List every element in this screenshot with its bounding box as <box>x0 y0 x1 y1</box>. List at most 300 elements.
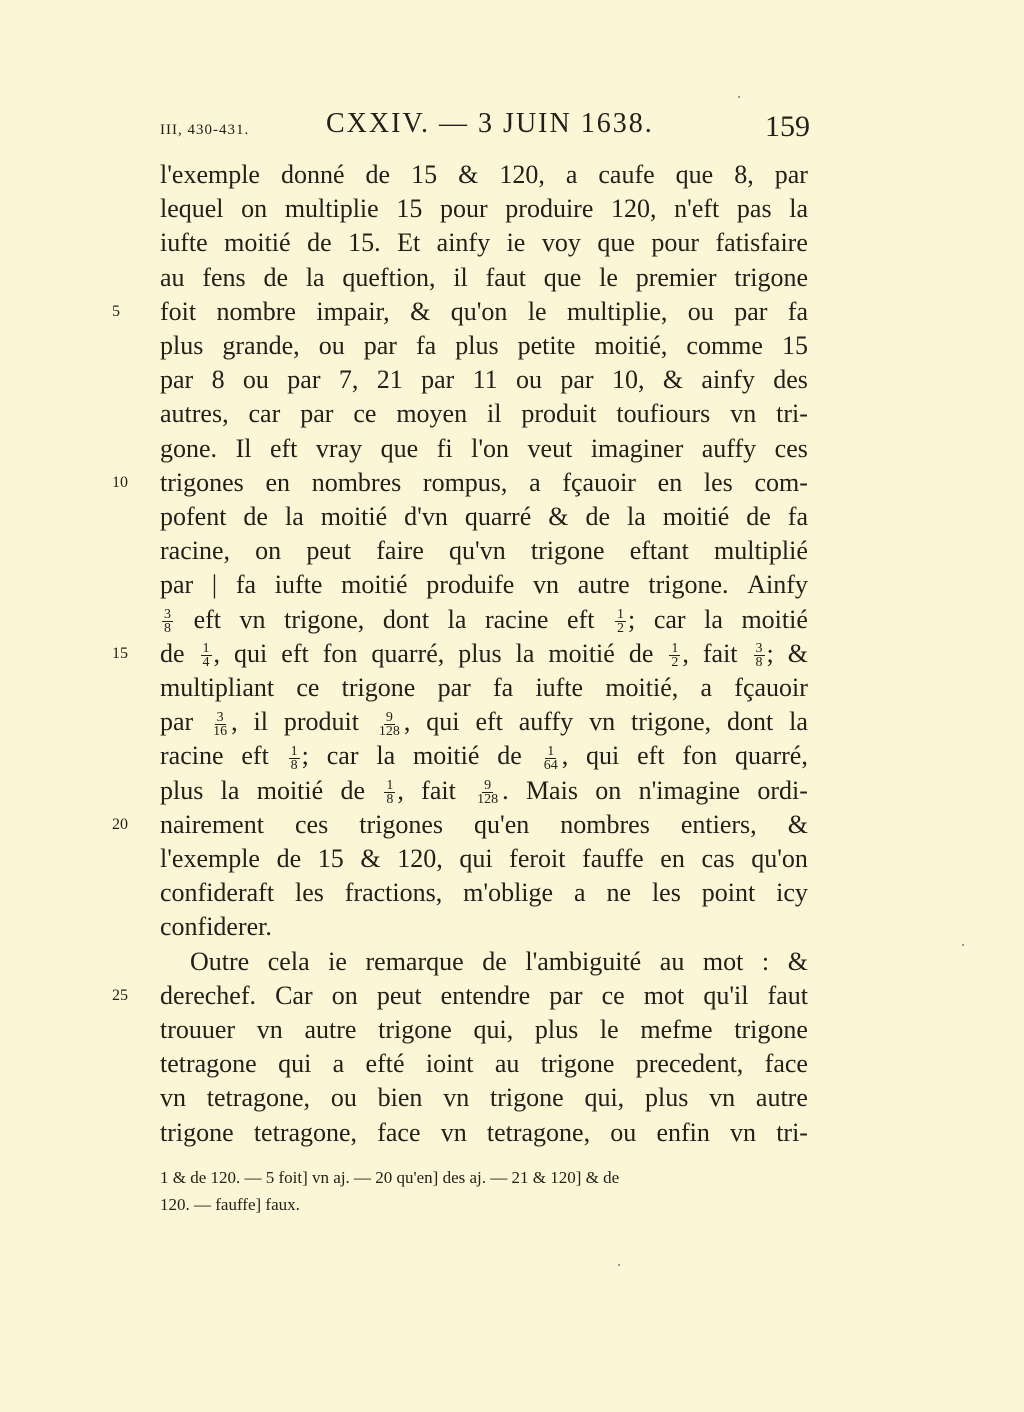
word: toufiours <box>616 399 711 429</box>
word: cas <box>701 844 735 873</box>
word: nairement <box>160 809 264 839</box>
word: moitié, <box>605 673 679 702</box>
word: : <box>761 946 770 976</box>
word: faut <box>767 980 808 1010</box>
fraction: $\frac{1}{2}$ <box>617 607 625 637</box>
word: vn <box>533 570 560 600</box>
word: l'exemple <box>160 844 260 873</box>
word: qui <box>586 741 620 771</box>
word: 8 <box>211 365 225 395</box>
word: voy <box>541 228 581 258</box>
word: par <box>734 296 768 326</box>
word: vn <box>730 1117 757 1147</box>
word: ce <box>601 980 625 1010</box>
text-line <box>160 192 808 226</box>
footnotes <box>160 1164 808 1218</box>
word: foit <box>160 296 197 326</box>
word: plus <box>455 331 499 360</box>
page-number: 159 <box>765 110 810 143</box>
text-line <box>160 739 808 773</box>
word: produit <box>283 707 359 737</box>
word: il <box>253 707 268 737</box>
word: pour <box>651 228 700 258</box>
word: au <box>494 1049 520 1079</box>
word: il <box>453 262 468 292</box>
word: ioint <box>425 1049 474 1079</box>
word: a <box>700 673 713 702</box>
word: la <box>789 707 808 737</box>
word: pour <box>439 194 488 224</box>
word: grande, <box>222 331 300 360</box>
word: ou <box>687 296 714 326</box>
word: par <box>560 365 594 395</box>
word: la <box>447 604 467 634</box>
word: & <box>458 160 479 189</box>
word: 15 <box>396 194 423 224</box>
word: 21 <box>376 365 403 395</box>
word: qu'il <box>703 980 749 1010</box>
word: eftant <box>629 536 689 566</box>
word: fens <box>202 262 246 292</box>
word: les <box>294 878 324 908</box>
word: $\frac{3}{16}$ , <box>213 707 238 739</box>
word: ainfy <box>436 228 491 258</box>
word: eft <box>637 741 665 771</box>
word: mot <box>643 980 685 1010</box>
word: dont <box>382 604 430 634</box>
word: vn <box>239 604 266 634</box>
paper-speck <box>618 1264 620 1266</box>
word: autre <box>577 570 630 600</box>
word: fatisfaire <box>715 228 808 258</box>
word: de <box>628 638 654 668</box>
word: les <box>703 467 733 497</box>
word: fait <box>421 775 456 805</box>
text-line <box>190 945 808 979</box>
word: $\frac{1}{2}$ ; <box>617 604 636 637</box>
word: & <box>548 502 569 531</box>
word: eft <box>269 433 298 463</box>
word: la <box>515 638 535 668</box>
word: 8, <box>734 160 754 189</box>
text-line <box>160 671 808 705</box>
word: 15 <box>317 844 344 873</box>
paper-speck <box>738 96 740 98</box>
word: au <box>160 262 185 292</box>
fraction: $\frac{3}{16}$ <box>213 709 228 739</box>
word: moitié <box>341 570 408 600</box>
word: tri- <box>776 399 808 429</box>
word: $\frac{1}{4}$ , <box>202 638 221 671</box>
word: la <box>789 194 808 224</box>
word: nombre <box>216 296 296 326</box>
word: Mais <box>525 775 578 805</box>
text-line <box>160 295 808 329</box>
text-line <box>160 500 808 534</box>
word: ou <box>318 331 345 360</box>
word: face <box>377 1117 421 1147</box>
word: racine <box>484 604 549 634</box>
word: eft <box>241 741 269 771</box>
word: mefme <box>640 1015 713 1044</box>
word: nombres <box>560 809 650 839</box>
word: pas <box>736 194 772 224</box>
word: qu'vn <box>449 536 506 566</box>
word: tetragone, <box>486 1117 591 1147</box>
word: derechef. <box>160 980 256 1010</box>
word: vray <box>315 433 363 463</box>
word: on <box>595 775 622 805</box>
word: qui <box>426 707 460 737</box>
word: tetragone <box>160 1049 257 1079</box>
text-line <box>160 1116 808 1150</box>
word: fçauoir <box>562 467 636 497</box>
fraction: $\frac{1}{2}$ <box>671 641 679 671</box>
word: vn <box>443 1083 470 1113</box>
fraction: $\frac{9}{128}$ <box>378 709 400 739</box>
word: de <box>307 228 332 258</box>
word: ordi- <box>757 775 808 805</box>
word: trigones <box>359 809 443 839</box>
word: la <box>376 741 396 771</box>
word: a <box>565 160 578 189</box>
word: par <box>160 365 194 395</box>
word: la <box>284 502 304 531</box>
word: trigones <box>160 467 244 497</box>
word: $\frac{9}{128}$ , <box>378 707 411 739</box>
word: 7, <box>338 365 359 395</box>
word: confiderer. <box>160 912 272 942</box>
word: car <box>326 741 359 771</box>
word: on <box>241 194 268 224</box>
fraction: $\frac{3}{8}$ <box>164 607 171 637</box>
word: autre <box>755 1083 808 1113</box>
word: fait <box>702 638 738 668</box>
word: & <box>787 809 808 839</box>
word: par <box>549 980 583 1010</box>
word: fa <box>235 570 257 600</box>
word: & <box>410 296 431 326</box>
text-line <box>160 774 808 808</box>
word: Et <box>397 228 421 258</box>
word: trigone <box>378 1015 452 1044</box>
word: au <box>659 946 685 976</box>
word: moitié <box>548 638 615 668</box>
word: nombres <box>311 467 402 497</box>
word <box>160 603 175 637</box>
word: efté <box>365 1049 405 1079</box>
word: qu'en <box>474 809 530 839</box>
word: a <box>574 878 586 908</box>
word: qui <box>278 1049 312 1079</box>
text-line <box>160 329 808 363</box>
word: eft <box>281 638 309 668</box>
line-number: 20 <box>112 815 128 833</box>
word: tetragone, <box>206 1083 311 1113</box>
word: trigone <box>160 1117 234 1147</box>
word: le <box>599 262 618 292</box>
word: a <box>529 467 541 497</box>
text-line <box>160 876 808 910</box>
word: en <box>265 467 290 497</box>
word: que <box>380 433 419 463</box>
word: on <box>331 980 358 1010</box>
volume-reference: III, 430-431. <box>160 122 250 138</box>
word: racine, <box>160 536 231 566</box>
text-line <box>160 363 808 397</box>
word: trigone <box>540 1049 615 1079</box>
fraction: $\frac{9}{128}$ <box>477 778 499 808</box>
word: 11 <box>472 365 498 395</box>
text-line <box>160 432 808 466</box>
word: moitié <box>224 228 291 258</box>
word: de <box>160 638 185 668</box>
word: qui <box>234 638 268 668</box>
word: produife <box>426 570 515 600</box>
word: ie <box>328 946 347 976</box>
text-line <box>160 808 808 842</box>
word: $\frac{1}{64}$ , <box>543 741 569 773</box>
word: multiplie <box>284 194 379 224</box>
word: $\frac{1}{2}$ , <box>671 638 689 671</box>
text-line <box>160 158 808 192</box>
word: l'on <box>471 433 510 463</box>
word: moyen <box>396 399 468 429</box>
word: 15. <box>348 228 381 258</box>
word: Outre <box>190 946 250 976</box>
text-line <box>160 1081 808 1115</box>
word: ie <box>506 228 526 258</box>
word: trigone <box>530 536 605 566</box>
word: trouuer <box>160 1015 236 1044</box>
word: ce <box>296 673 320 702</box>
word: $\frac{9}{128}$ . <box>477 775 509 808</box>
text-line <box>160 910 808 944</box>
word: Ainfy <box>747 570 808 600</box>
word: plus <box>644 1083 689 1113</box>
word: pofent <box>160 502 227 531</box>
word: autres, <box>160 399 229 429</box>
word: trigone. <box>648 570 729 600</box>
word: feroit <box>509 844 566 873</box>
word: d'vn <box>404 502 448 531</box>
word: enfin <box>656 1117 710 1147</box>
word: entiers, <box>680 809 757 839</box>
text-line <box>160 603 808 637</box>
word: ou <box>610 1117 637 1147</box>
word: ou <box>330 1083 357 1113</box>
word: fa <box>415 331 437 360</box>
word: face <box>764 1049 808 1079</box>
word: ou <box>242 365 269 395</box>
word: petite <box>517 331 576 360</box>
word: mot <box>702 946 744 976</box>
word: auffy <box>518 707 574 737</box>
word: vn <box>440 1117 467 1147</box>
word: eft <box>193 604 221 634</box>
word: on <box>255 536 282 566</box>
word: & <box>787 638 808 668</box>
word: com- <box>754 467 808 497</box>
text-line <box>160 534 808 568</box>
word: vn <box>160 1083 186 1113</box>
word: iufte <box>274 570 323 600</box>
word: entendre <box>440 980 531 1010</box>
word: trigone <box>489 1083 564 1113</box>
word: precedent, <box>635 1049 744 1079</box>
word: de <box>497 741 522 771</box>
word: vn <box>709 1083 736 1113</box>
word: que <box>675 160 714 189</box>
word: fa <box>787 502 808 531</box>
text-line <box>160 466 808 500</box>
word: eft <box>475 707 503 737</box>
word: qu'on <box>450 296 508 326</box>
word: donné <box>280 160 345 189</box>
word: tri- <box>776 1117 808 1147</box>
word: vn <box>256 1015 283 1044</box>
word: iufte <box>160 228 208 258</box>
word: imaginer <box>590 433 684 463</box>
text-line <box>160 705 808 739</box>
word: l'exemple <box>160 160 260 189</box>
word: trigone <box>341 673 416 702</box>
word: plus <box>534 1015 579 1044</box>
word: & <box>360 844 381 873</box>
word: 120, <box>397 844 443 873</box>
word: moitié <box>256 775 324 805</box>
text-line <box>160 397 808 431</box>
word: de <box>263 262 289 292</box>
word: caufe <box>598 160 655 189</box>
footnote-line: 120. — fauffe] faux. <box>160 1195 300 1214</box>
fraction: $\frac{1}{4}$ <box>202 641 210 671</box>
line-number: 25 <box>112 986 128 1004</box>
word: moitié <box>741 604 808 634</box>
word: le <box>527 296 547 326</box>
word: fauffe <box>582 844 644 873</box>
text-line <box>160 568 808 602</box>
word: auffy <box>701 433 757 463</box>
line-number: 15 <box>112 644 128 662</box>
word: qui, <box>584 1083 625 1113</box>
word: car <box>248 399 281 429</box>
word: ainfy <box>701 365 755 395</box>
word: la <box>704 604 723 634</box>
word: icy <box>776 878 808 908</box>
fraction: $\frac{1}{64}$ <box>543 743 558 773</box>
word: vn <box>730 399 757 429</box>
word: 10, <box>611 365 645 395</box>
running-header <box>160 108 810 148</box>
word: trigone, <box>630 707 712 737</box>
word: trigone <box>734 262 808 292</box>
word: des <box>773 365 808 395</box>
word: par <box>160 707 194 737</box>
word: les <box>651 878 681 908</box>
word: autre <box>304 1015 357 1044</box>
word: la <box>220 775 240 805</box>
word: ce <box>353 399 377 429</box>
word: impair, <box>316 296 390 326</box>
word: Il <box>235 433 252 463</box>
word: faire <box>376 536 424 566</box>
text-line <box>160 1047 808 1081</box>
paper-speck <box>962 944 964 946</box>
word: par <box>363 331 397 360</box>
word: $\frac{1}{8}$ , <box>386 775 404 808</box>
word: en <box>660 844 685 873</box>
word: racine <box>160 741 224 771</box>
word: qui, <box>473 1015 514 1044</box>
word: fa <box>787 296 808 326</box>
word: peut <box>376 980 422 1010</box>
word: de <box>340 775 366 805</box>
word: trigone, <box>284 604 365 634</box>
word: 120, <box>611 194 657 224</box>
word: par <box>774 160 808 189</box>
word: quarré <box>464 502 532 531</box>
word: fractions, <box>344 878 443 908</box>
letter-heading: CXXIV. — 3 JUIN 1638. <box>326 108 654 139</box>
word: qui <box>459 844 493 873</box>
word: par <box>160 570 194 600</box>
word: queftion, <box>342 262 436 292</box>
word: premier <box>635 262 717 292</box>
word: que <box>543 262 582 292</box>
word: multipliant <box>160 673 275 702</box>
word: comme <box>686 331 763 360</box>
word: par <box>421 365 455 395</box>
word: ces <box>774 433 808 463</box>
word: de <box>276 844 302 873</box>
word: & <box>787 946 808 976</box>
word: plus <box>160 775 204 805</box>
word: la <box>627 502 646 531</box>
text-line <box>160 842 808 876</box>
word: lequel <box>160 194 224 224</box>
word: & <box>662 365 684 395</box>
word: rompus, <box>422 467 508 497</box>
word: Car <box>275 980 313 1010</box>
word: point <box>701 878 756 908</box>
word: m'oblige <box>463 878 554 908</box>
word: produit <box>521 399 597 429</box>
word: de <box>243 502 268 531</box>
word: cela <box>267 946 310 976</box>
text-line <box>160 979 808 1013</box>
word: iufte <box>535 673 584 702</box>
word: moitié <box>662 502 730 531</box>
word: fon <box>322 638 358 668</box>
word: ces <box>294 809 329 839</box>
word: car <box>653 604 686 634</box>
text-line <box>160 1013 808 1047</box>
word: 15 <box>782 331 808 360</box>
word: n'imagine <box>638 775 740 805</box>
word: quarré, <box>371 638 445 668</box>
word: moitié, <box>594 331 668 360</box>
word: vn <box>589 707 616 737</box>
fraction: $\frac{1}{8}$ <box>290 743 298 773</box>
word: la <box>305 262 325 292</box>
word: veut <box>527 433 573 463</box>
word: de <box>482 946 507 976</box>
word: tetragone, <box>253 1117 358 1147</box>
text-line <box>160 226 808 260</box>
word: eft <box>567 604 595 634</box>
word: 120, <box>499 160 545 189</box>
